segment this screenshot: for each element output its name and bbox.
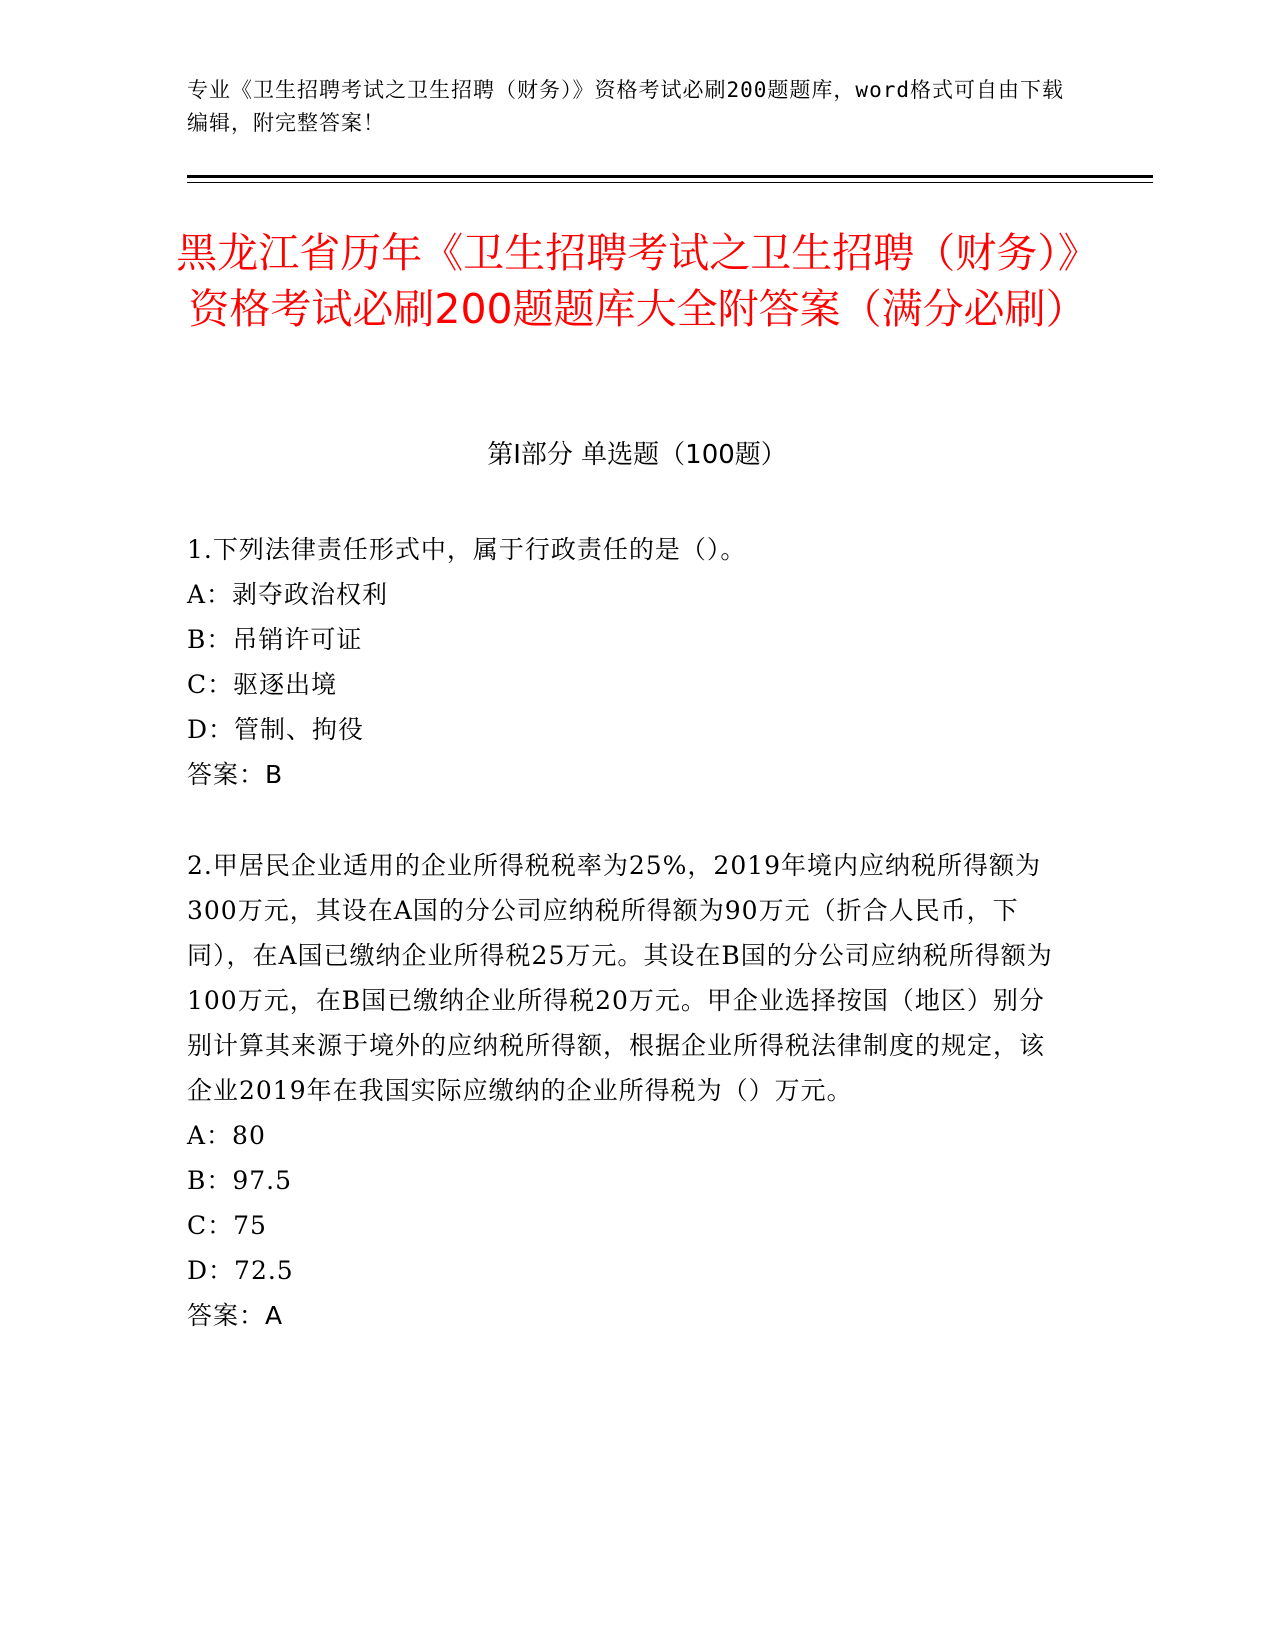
section-heading: 第Ⅰ部分 单选题（100题）: [487, 440, 787, 470]
question-stem: 1.下列法律责任形式中，属于行政责任的是（）。: [187, 535, 747, 564]
option-a: A：剥夺政治权利: [187, 580, 389, 609]
option-c: C：驱逐出境: [187, 670, 338, 699]
header-rule-thin: [187, 182, 1153, 183]
question-2: [187, 843, 1067, 1338]
header-rule-thick: [187, 175, 1153, 178]
header-note: 专业《卫生招聘考试之卫生招聘（财务）》资格考试必刷200题题库，word格式可自由下载编辑，附完整答案！: [187, 78, 1064, 135]
document-title: 黑龙江省历年《卫生招聘考试之卫生招聘（财务）》资格考试必刷200题题库大全附答案（满分必刷）: [176, 229, 1099, 333]
option-c: C：75: [187, 1211, 267, 1240]
answer-line: 答案：A: [187, 1301, 284, 1330]
answer-line: 答案：B: [187, 760, 284, 789]
question-1: [187, 527, 1067, 797]
option-d: D：72.5: [187, 1256, 294, 1285]
option-b: B：97.5: [187, 1166, 293, 1195]
option-b: B：吊销许可证: [187, 625, 363, 654]
option-a: A：80: [187, 1121, 266, 1150]
question-stem: 2.甲居民企业适用的企业所得税税率为25%，2019年境内应纳税所得额为300万元，其设在A国的分公司应纳税所得额为90万元（折合人民币，下同），在A国已缴纳企业所得税25万元。其设在B国的分公司应纳税所得额为100万元，在B国已缴纳企业所得税20万元。甲企业选择按国（地区）别分别计算其来源于境外的应纳税所得额，根据企业所得税法律制度的规定，该企业2019年在我国实际应缴纳的企业所得税为（）万元。: [187, 851, 1053, 1105]
option-d: D：管制、拘役: [187, 715, 365, 744]
